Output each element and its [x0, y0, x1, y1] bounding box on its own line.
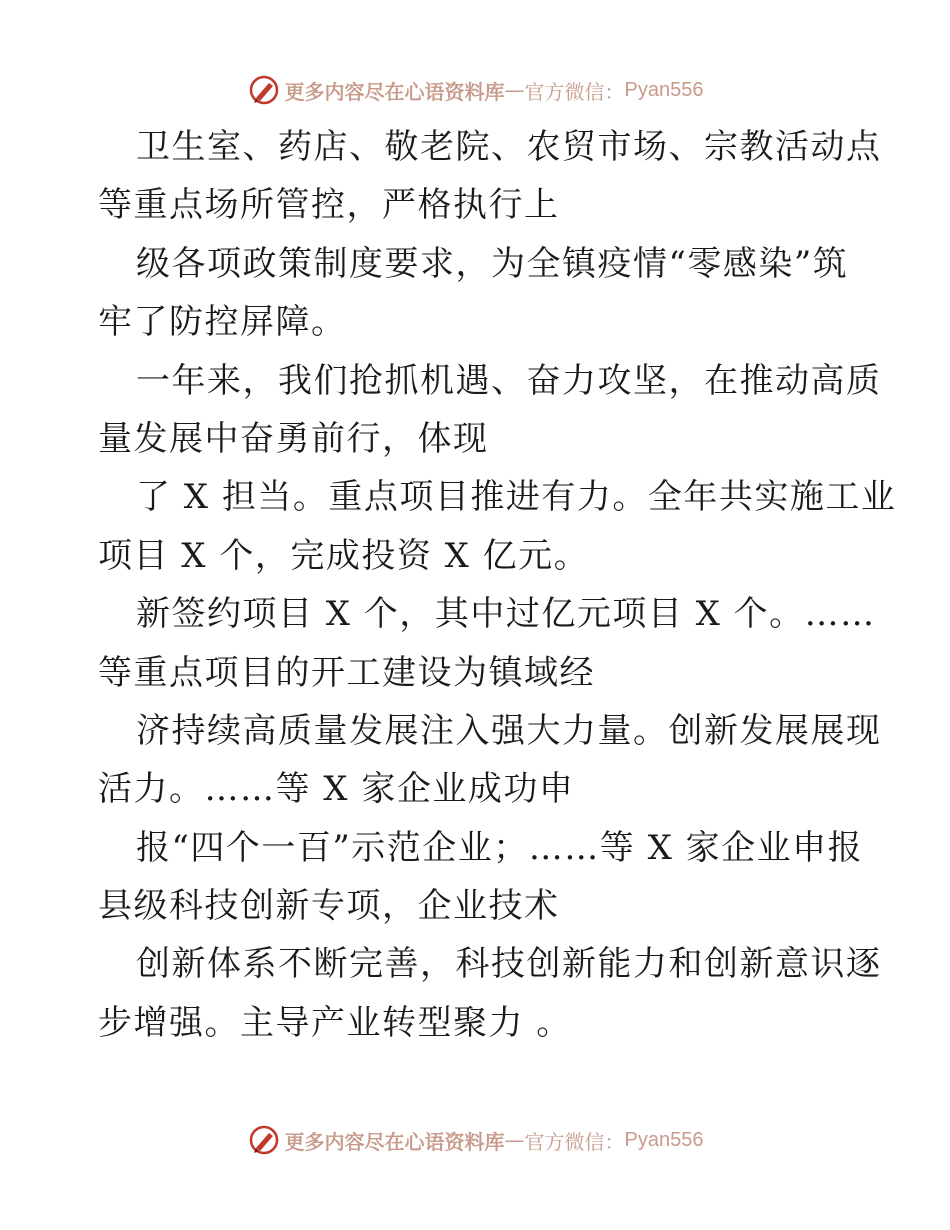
text-line: 步增强。主导产业转型聚力 。 [98, 1002, 572, 1043]
header-banner [0, 70, 950, 110]
banner-title: 更多内容尽在心语资料库 [284, 79, 505, 104]
pen-logo-icon [247, 73, 281, 107]
text-line: 卫生室、药店、敬老院、农贸市场、宗教活动点 [136, 127, 882, 167]
text-line: 活力。……等 X 家企业成功申 [98, 769, 575, 810]
banner-dash: — [504, 1128, 525, 1152]
text-line: 一年来，我们抢抓机遇、奋力攻坚，在推动高质 [136, 360, 882, 401]
footer-banner [0, 1120, 950, 1160]
banner-wechat-id: Pyan556 [624, 78, 704, 101]
banner-wechat-id: Pyan556 [624, 1128, 704, 1151]
text-line: 等重点项目的开工建设为镇域经 [98, 652, 595, 693]
text-line: 了 X 担当。重点项目推进有力。全年共实施工业 [136, 477, 897, 518]
text-line: 济持续高质量发展注入强大力量。创新发展展现 [136, 710, 882, 751]
text-line: 报“四个一百”示范企业；……等 X 家企业申报 [136, 827, 864, 868]
text-line: 创新体系不断完善，科技创新能力和创新意识逐 [136, 944, 882, 985]
banner-wechat-label: 官方微信： [524, 1129, 625, 1154]
text-line: 县级科技创新专项，企业技术 [98, 886, 560, 927]
text-line: 新签约项目 X 个，其中过亿元项目 X 个。…… [136, 594, 876, 635]
text-line: 等重点场所管控，严格执行上 [98, 185, 560, 226]
text-line: 级各项政策制度要求，为全镇疫情“零感染”筑 [136, 243, 849, 284]
text-line: 量发展中奋勇前行，体现 [98, 418, 489, 459]
pen-logo-icon [247, 1123, 281, 1157]
document-body [98, 118, 897, 1052]
banner-dash: — [504, 78, 525, 102]
banner-wechat-label: 官方微信： [524, 79, 625, 104]
text-line: 项目 X 个，完成投资 X 亿元。 [98, 535, 590, 576]
text-line: 牢了防控屏障。 [98, 302, 347, 343]
banner-title: 更多内容尽在心语资料库 [284, 1129, 505, 1154]
